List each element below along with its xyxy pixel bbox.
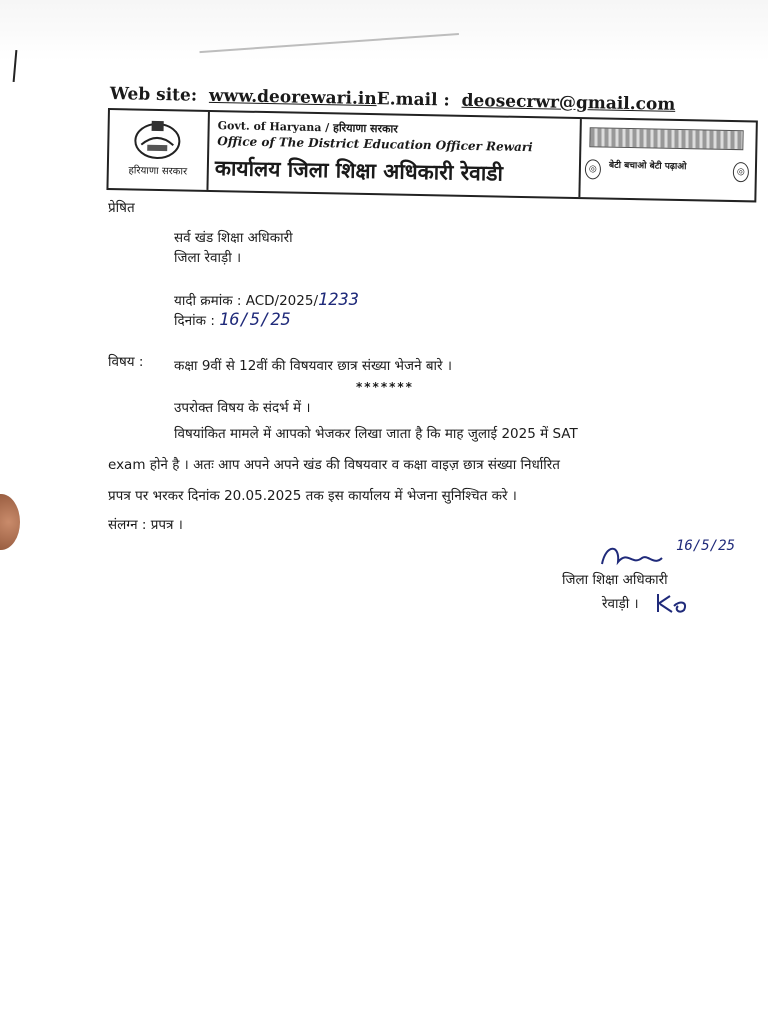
- campaign-logo-cell: [580, 119, 755, 200]
- body-line-1: विषयांकित मामले में आपको भेजकर लिखा जाता है कि माह जुलाई 2025 में SAT: [174, 426, 578, 442]
- recipient-line-1: सर्व खंड शिक्षा अधिकारी: [174, 230, 293, 246]
- date-label: दिनांक :: [174, 313, 215, 329]
- email-link[interactable]: deosecrwr@gmail.com: [461, 90, 676, 115]
- emblem-caption: हरियाणा सरकार: [128, 165, 188, 178]
- sign-date-handwritten: 16/5/25: [676, 538, 736, 554]
- reference-line: उपरोक्त विषय के संदर्भ में ।: [174, 400, 311, 416]
- haryana-emblem-icon: [131, 116, 184, 161]
- office-title-hindi: कार्यालय जिला शिक्षा अधिकारी रेवाडी: [214, 156, 504, 186]
- email-label: E.mail :: [376, 89, 450, 111]
- signatory-line-1: जिला शिक्षा अधिकारी: [562, 572, 668, 588]
- recipient-line-2: जिला रेवाड़ी ।: [174, 250, 242, 266]
- subject-text: कक्षा 9वीं से 12वीं की विषयवार छात्र संख्या भेजने बारे ।: [174, 358, 452, 374]
- govt-line: Govt. of Haryana / हरियाणा सरकार: [217, 119, 398, 136]
- campaign-left-icon: ◎: [585, 159, 601, 179]
- page-edge-object: [0, 494, 20, 550]
- top-fold-mark: [199, 33, 460, 75]
- initials-mark: [654, 592, 694, 614]
- date-row: [174, 310, 291, 330]
- campaign-right-icon: ◎: [733, 162, 749, 182]
- campaign-text: बेटी बचाओ बेटी पढ़ाओ: [608, 160, 687, 173]
- body-line-3: प्रपत्र पर भरकर दिनांक 20.05.2025 तक इस कार्यालय में भेजना सुनिश्चित करे ।: [108, 488, 517, 504]
- margin-mark: [13, 50, 18, 82]
- emblem-cell: [108, 110, 209, 190]
- letterhead-box: [106, 108, 757, 202]
- preshit-label: प्रेषित: [108, 200, 135, 216]
- office-title-cell: [208, 112, 581, 197]
- signatory-line-2: रेवाड़ी ।: [602, 596, 639, 612]
- website-link[interactable]: www.deorewari.in: [208, 85, 377, 110]
- body-line-2: exam होने है । अतः आप अपने अपने खंड की विषयवार व कक्षा वाइज़ छात्र संख्या निर्धारित: [108, 457, 560, 473]
- yadi-number-handwritten: 1233: [318, 290, 359, 310]
- reference-number: [174, 290, 359, 310]
- enclosure-line: संलग्न : प्रपत्र ।: [108, 517, 183, 533]
- separator-stars: *******: [356, 380, 414, 394]
- website-label: Web site:: [109, 84, 198, 106]
- office-line: Office of The District Education Officer Rewari: [217, 134, 533, 155]
- date-handwritten: 16/5/25: [219, 310, 291, 330]
- subject-label: विषय :: [108, 354, 144, 370]
- campaign-banner-icon: [589, 127, 743, 150]
- yadi-label: यादी क्रमांक : ACD/2025/: [174, 293, 318, 309]
